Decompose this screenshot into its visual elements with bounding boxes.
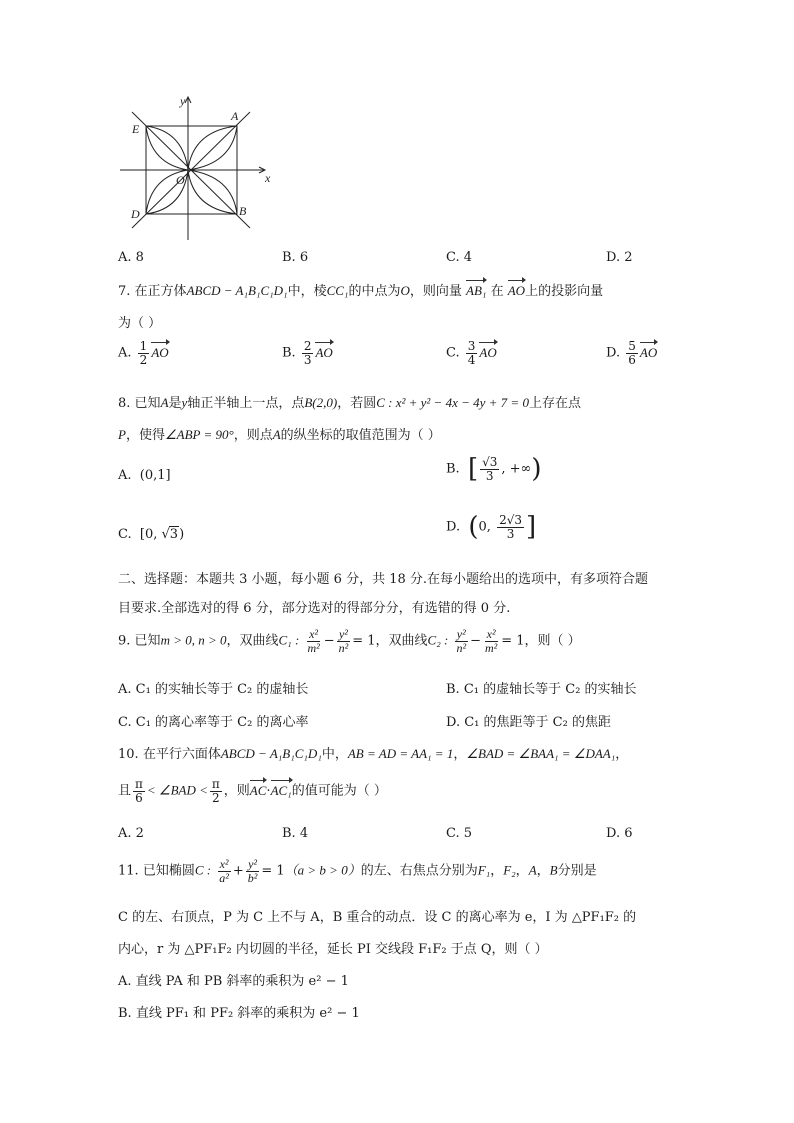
q10-text: 的值可能为（ ）: [291, 783, 387, 799]
q8-circle: C : x² + y² − 4x − 4y + 7 = 0: [376, 395, 529, 410]
q10-option-b[interactable]: B. 4: [282, 826, 309, 841]
q8-number: 8.: [118, 396, 131, 411]
numerator: π: [135, 777, 143, 791]
q9-text: 已知: [134, 633, 161, 649]
vector: AO: [315, 344, 333, 360]
q8-point-a: A: [272, 427, 281, 442]
option-pre: [0,: [139, 527, 162, 542]
q11-f2: F₂: [503, 862, 516, 878]
option-tail: , +∞: [501, 461, 532, 477]
option-value: (0,1]: [139, 468, 171, 483]
dot: ·: [266, 783, 271, 799]
section-2-heading: 二、选择题：本题共 3 小题，每小题 6 分，共 18 分.在每小题给出的选项中，有多项符合题: [118, 572, 649, 587]
fraction: [210, 778, 222, 804]
bracket-left: [: [467, 454, 479, 484]
option-label: B.: [282, 345, 296, 361]
q11-a: A: [528, 862, 537, 878]
q7-text: 的中点为: [348, 284, 401, 299]
denominator: 2: [139, 352, 148, 367]
q11-text: ，: [515, 863, 529, 879]
q11-text: ，: [490, 863, 504, 879]
sqrt-value: 3: [169, 527, 179, 542]
q8-option-a[interactable]: [118, 468, 171, 483]
q8-option-b[interactable]: [446, 454, 542, 484]
q11-condition: （a > b > 0）: [284, 862, 361, 878]
q10-solid: ABCD − A₁B₁C₁D₁: [220, 746, 322, 761]
fraction: [138, 340, 150, 366]
denominator: m²: [307, 640, 320, 655]
q8-option-d[interactable]: [446, 512, 536, 542]
label-o: O: [176, 173, 185, 187]
q8-stem-line2: [118, 424, 441, 443]
q10-option-d[interactable]: D. 6: [606, 826, 633, 841]
q7-cube: ABCD − A₁B₁C₁D₁: [186, 283, 288, 298]
q10-option-c[interactable]: C. 5: [446, 826, 473, 841]
q8-text: 是: [168, 396, 182, 411]
denominator: m²: [484, 640, 498, 655]
numerator: √3: [482, 454, 498, 469]
q10-option-a[interactable]: A. 2: [118, 826, 144, 841]
vector: AO: [151, 344, 169, 360]
q10-text: ，: [453, 747, 467, 762]
vector: AO: [479, 344, 497, 360]
q10-vector-ac: AC: [249, 782, 267, 798]
denominator: b²: [247, 870, 258, 885]
q9-option-b[interactable]: B. C₁ 的虚轴长等于 C₂ 的实轴长: [446, 682, 637, 697]
option-label: D.: [446, 519, 461, 535]
section-2-heading-cont: 目要求.全部选对的得 6 分，部分选对的得部分分，有选错的得 0 分.: [118, 601, 511, 616]
bracket-right: ]: [525, 512, 537, 542]
q8-text: 的纵坐标的取值范围为（ ）: [280, 428, 441, 443]
bracket-left: (: [468, 512, 479, 542]
denominator: 4: [467, 352, 476, 367]
q10-text: ，: [615, 747, 629, 762]
q8-text: ，使得: [125, 428, 165, 443]
q6-option-a[interactable]: A. 8: [118, 250, 144, 265]
q7-stem-line1: [118, 280, 603, 299]
q10-text: 且: [118, 783, 132, 799]
label-e: E: [132, 122, 140, 136]
option-label: A.: [118, 345, 132, 361]
q11-text: 的左、右焦点分别为: [360, 863, 478, 879]
label-a: A: [231, 109, 239, 123]
q11-stem-line3: 内心，r 为 △PF₁F₂ 内切圆的半径，延长 PI 交线段 F₁F₂ 于点 Q，则（ ）: [118, 942, 548, 957]
fraction: [305, 628, 321, 654]
q6-option-d[interactable]: D. 2: [606, 250, 633, 265]
q8-point-a: A: [160, 395, 169, 410]
fraction: [246, 858, 260, 884]
q7-vector-ab1: AB₁: [466, 283, 487, 298]
q10-vector-ac1: AC₁: [270, 782, 292, 798]
option-label: C.: [446, 345, 460, 361]
q8-option-c[interactable]: [118, 526, 184, 542]
numerator: π: [211, 777, 220, 791]
denominator: 3: [303, 352, 312, 367]
q11-text: 分别是: [557, 863, 597, 879]
option-label: A.: [118, 468, 132, 483]
option-label: C.: [118, 527, 132, 542]
q11-stem-line2: C 的左、右顶点，P 为 C 上不与 A，B 重合的动点．设 C 的离心率为 e，I 为 △PF₁F₂ 的: [118, 910, 637, 925]
denominator: n²: [456, 640, 467, 655]
q7-text: ，则向量: [409, 284, 462, 299]
fraction: [483, 628, 499, 654]
q10-range: < ∠BAD <: [146, 782, 208, 798]
option-label: D.: [606, 345, 621, 361]
q7-option-c[interactable]: [446, 340, 497, 366]
numerator: 2: [303, 339, 312, 353]
denominator: 3: [485, 468, 494, 483]
denominator: a²: [219, 870, 229, 885]
label-x: x: [265, 171, 271, 185]
q7-text: 上的投影向量: [525, 284, 604, 299]
q10-text: 中，: [321, 747, 348, 762]
sqrt-sign: √: [161, 527, 170, 542]
q9-condition: m > 0, n > 0: [160, 632, 227, 648]
numerator: 1: [139, 339, 148, 353]
q7-edge: CC₁: [326, 283, 349, 298]
fraction: [466, 340, 478, 366]
q10-number: 10.: [118, 747, 139, 762]
q9-c2: C₂ :: [427, 632, 449, 648]
q9-eq2: = 1: [501, 633, 525, 649]
q8-angle: ∠ABP = 90°: [164, 427, 234, 442]
option-post: ): [179, 527, 185, 542]
q9-eq1: = 1: [352, 633, 376, 649]
q9-option-c[interactable]: C. C₁ 的离心率等于 C₂ 的离心率: [118, 715, 309, 730]
q8-text: ，则点: [233, 428, 273, 443]
q8-point-p: P: [118, 427, 126, 442]
q10-stem-line2: [118, 778, 387, 804]
denominator: 2: [212, 790, 220, 805]
q11-eq: = 1: [261, 863, 285, 879]
q10-text: 在平行六面体: [142, 747, 221, 762]
option-label: B.: [446, 461, 460, 477]
fraction: [454, 628, 468, 654]
numerator: x²: [486, 627, 496, 641]
q7-text: 在正方体: [134, 284, 187, 299]
q11-number: 11.: [118, 863, 139, 879]
numerator: 5: [628, 339, 636, 353]
q8-point-b: B(2,0): [304, 395, 338, 410]
petal-figure: [118, 94, 278, 244]
fraction: [626, 340, 638, 366]
numerator: y²: [248, 857, 258, 871]
q11-option-b[interactable]: B. 直线 PF₁ 和 PF₂ 斜率的乘积为 e² − 1: [118, 1006, 360, 1021]
q8-y: y: [181, 395, 188, 410]
q11-stem-line1: 11. 已知椭圆C : $\frac{\text{x²}}{\text{a²}}$ + $\frac{\text{y²}}{\text{b²}}$ = 1（a > b > 0）的左、右焦点分别为F₁，F₂，A，B分别是: [118, 857, 597, 885]
bracket-right: ): [531, 454, 542, 484]
denominator: 6: [135, 790, 143, 805]
q11-text: 已知椭圆: [142, 863, 195, 879]
q8-text: 上存在点: [528, 396, 581, 411]
q9-option-d[interactable]: D. C₁ 的焦距等于 C₂ 的焦距: [446, 715, 611, 730]
q7-stem-line2: 为（ ）: [118, 316, 162, 331]
q7-option-b[interactable]: [282, 340, 333, 366]
q11-option-a[interactable]: A. 直线 PA 和 PB 斜率的乘积为 e² − 1: [118, 974, 349, 989]
q6-option-b[interactable]: B. 6: [282, 250, 309, 265]
numerator: x²: [309, 627, 319, 641]
q11-f1: F₁: [477, 862, 491, 878]
q9-stem: 9. 已知m > 0, n > 0，双曲线C₁ : $\frac{\text{x²}}{\text{m²}}$ − $\frac{\text{y²}}{\text{n²}}$ = 1，双曲线C₂ : $\frac{\text{y²}}{\text{n²}}$ − $\frac{\text{x²}}{\text{m²}}$ = 1，则（ ）: [118, 627, 581, 655]
fraction: [497, 514, 524, 540]
label-d: D: [131, 207, 140, 221]
q8-stem-line1: [118, 392, 581, 411]
q9-number: 9.: [118, 633, 131, 649]
q7-text: 在: [490, 284, 504, 299]
denominator: 3: [506, 526, 515, 541]
q10-angles: ∠BAD = ∠BAA₁ = ∠DAA₁: [466, 746, 616, 761]
q7-number: 7.: [118, 284, 131, 299]
q11-text: ，: [536, 863, 550, 879]
q9-text: ，则（ ）: [524, 633, 581, 649]
fraction: [480, 456, 499, 482]
q10-text: ，则: [223, 783, 250, 799]
numerator: x²: [219, 857, 229, 871]
q7-option-a[interactable]: [118, 340, 169, 366]
q9-option-a[interactable]: A. C₁ 的实轴长等于 C₂ 的虚轴长: [118, 682, 309, 697]
q11-b: B: [549, 862, 558, 878]
q8-text: 轴正半轴上一点，点: [187, 396, 305, 411]
fraction: [302, 340, 314, 366]
numerator: 2√3: [499, 512, 522, 527]
q7-point-o: O: [400, 283, 410, 298]
q10-stem-line1: [118, 743, 628, 762]
q9-text: ，双曲线: [375, 633, 428, 649]
fraction: [133, 778, 145, 804]
q8-text: 已知: [134, 396, 161, 411]
numerator: 3: [467, 339, 476, 353]
q11-c: C :: [194, 862, 212, 878]
q10-equal-edges: AB = AD = AA₁ = 1: [347, 746, 454, 761]
numerator: y²: [456, 627, 466, 641]
label-b: B: [239, 204, 247, 218]
q8-text: ，若圆: [337, 396, 377, 411]
fraction: [337, 628, 351, 654]
vector: AO: [639, 344, 658, 360]
q7-vector-ao: AO: [507, 283, 526, 298]
q9-c1: C₁ :: [278, 632, 300, 648]
q9-text: ，双曲线: [226, 633, 279, 649]
fraction: [217, 858, 231, 884]
numerator: y²: [338, 627, 348, 641]
option-pre: 0,: [478, 519, 496, 535]
label-y: y: [180, 94, 186, 108]
q6-option-c[interactable]: C. 4: [446, 250, 473, 265]
denominator: n²: [338, 640, 349, 655]
q7-text: 中，棱: [287, 284, 327, 299]
denominator: 6: [628, 352, 636, 367]
q7-option-d[interactable]: [606, 340, 657, 366]
